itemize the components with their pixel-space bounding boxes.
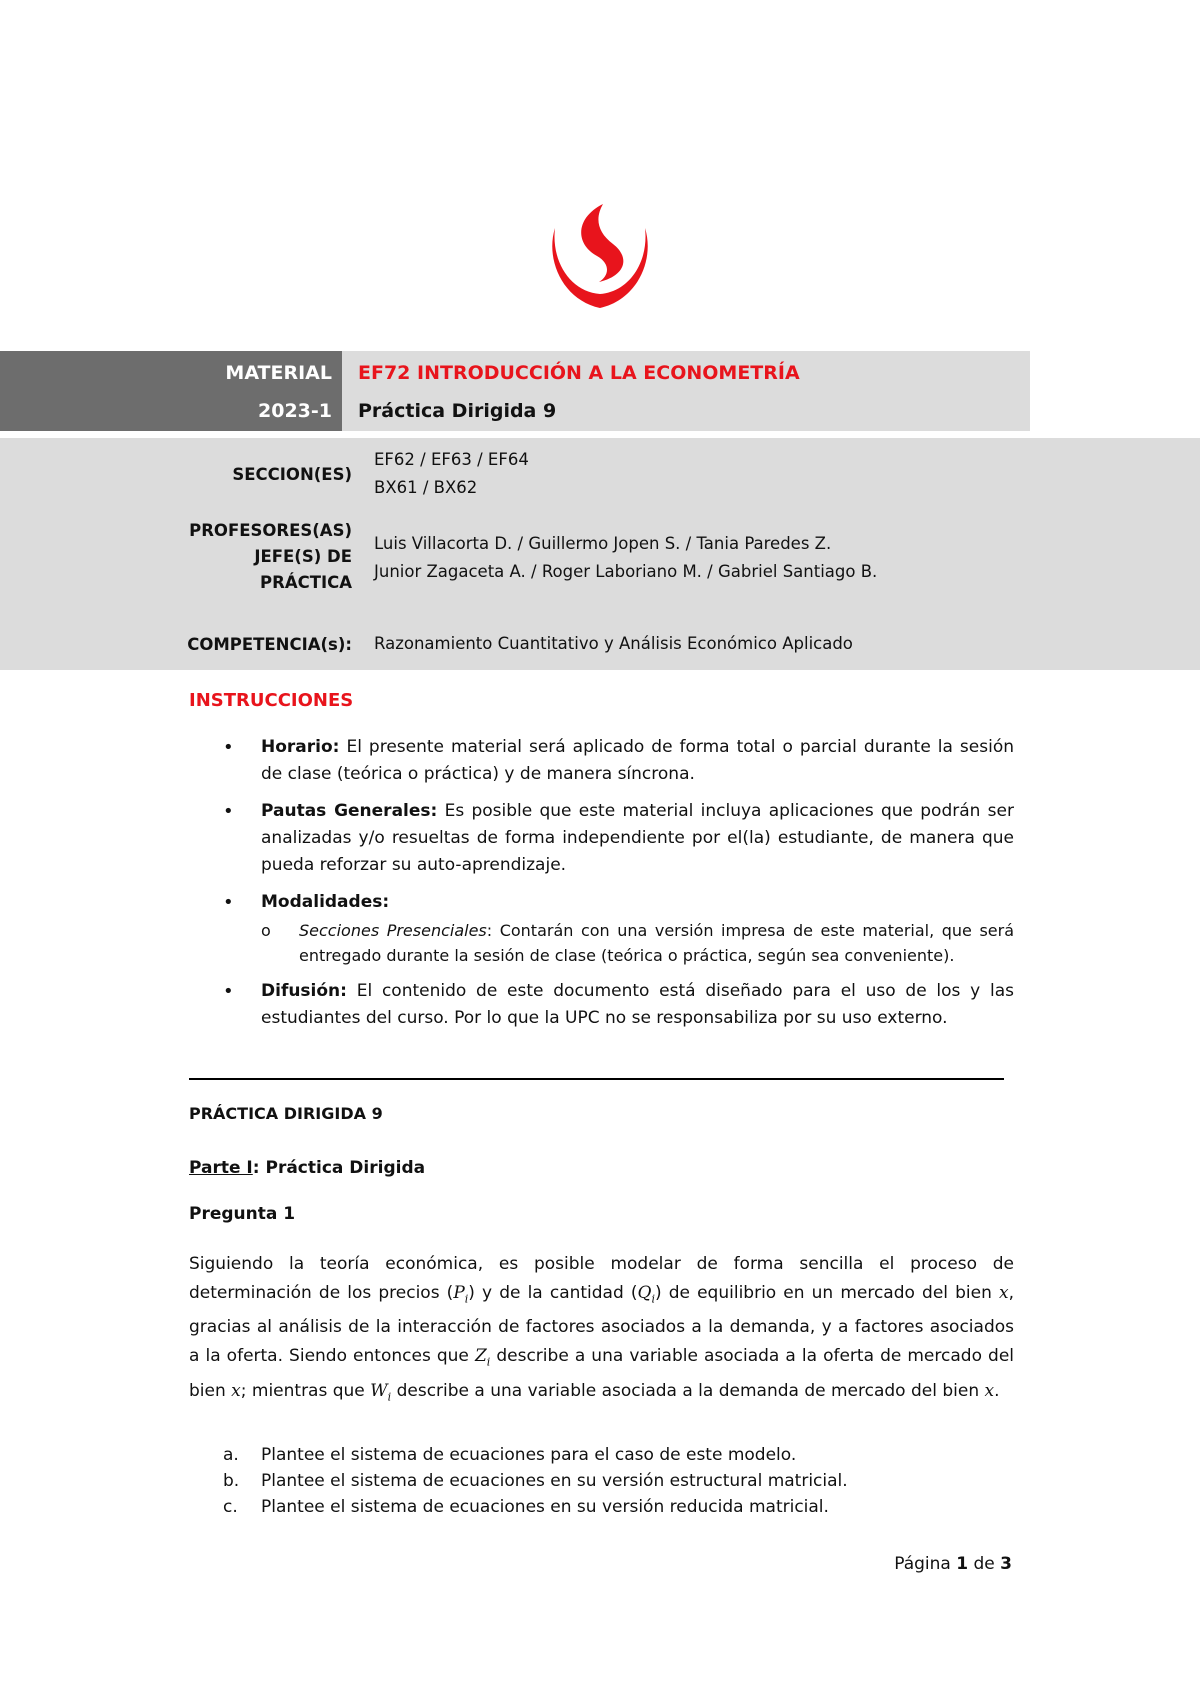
list-item: [189, 978, 1014, 1032]
item-text: Plantee el sistema de ecuaciones en su versión reducida matricial.: [261, 1497, 829, 1517]
item-text: Plantee el sistema de ecuaciones para el caso de este modelo.: [261, 1445, 797, 1465]
item-letter: c.: [223, 1497, 238, 1517]
sections-label: SECCION(ES): [232, 465, 352, 484]
of-word: de: [973, 1554, 995, 1574]
competence-value: Razonamiento Cuantitativo y Análisis Económico Aplicado: [374, 634, 853, 653]
presenciales-label: Secciones Presenciales: [299, 921, 487, 940]
list-item: [189, 798, 1014, 879]
competence-label: COMPETENCIA(s):: [187, 635, 352, 654]
difusion-label: Difusión:: [261, 981, 347, 1001]
horario-label: Horario:: [261, 737, 340, 757]
sub-bullet-marker: o: [261, 921, 271, 940]
bullet-icon: •: [223, 737, 234, 758]
info-block: [0, 438, 1200, 670]
symbol-p: P: [453, 1283, 465, 1303]
pautas-label: Pautas Generales:: [261, 801, 438, 821]
sections-line-2: BX61 / BX62: [374, 478, 478, 497]
page-word: Página: [894, 1554, 951, 1574]
list-item: [189, 1442, 1014, 1468]
part-title-underlined: Parte I: [189, 1158, 253, 1178]
horario-text: El presente material será aplicado de forma total o parcial durante la sesión de clase (teórica o práctica) y de manera síncrona.: [261, 737, 1014, 784]
bullet-icon: •: [223, 981, 234, 1002]
question-items: [189, 1442, 1014, 1520]
list-item: [189, 734, 1014, 788]
instructions-list: [189, 734, 1014, 1042]
professors-label: [0, 518, 352, 596]
symbol-x: x: [998, 1283, 1009, 1303]
material-key: MATERIAL: [225, 362, 332, 384]
sub-list-item: [261, 918, 1014, 968]
professors-label-line-2: JEFE(S) DE: [254, 547, 352, 566]
question-title: Pregunta 1: [189, 1204, 296, 1224]
presenciales-text: : Contarán con una versión impresa de este material, que será entregado durante la sesión de clase (teórica o práctica, según sea conveniente).: [299, 921, 1015, 965]
list-item: [189, 1468, 1014, 1494]
professors-line-1: Luis Villacorta D. / Guillermo Jopen S. / Tania Paredes Z.: [374, 534, 832, 553]
sections-value: [374, 446, 529, 502]
page-footer: [894, 1554, 1012, 1574]
course-title: EF72 INTRODUCCIÓN A LA ECONOMETRÍA: [358, 362, 800, 384]
modalidades-label: Modalidades:: [261, 892, 390, 912]
part-title-rest: : Práctica Dirigida: [252, 1158, 426, 1178]
section-divider: [189, 1078, 1004, 1080]
sections-line-1: EF62 / EF63 / EF64: [374, 450, 529, 469]
professors-label-line-1: PROFESORES(AS): [189, 521, 352, 540]
page-total: 3: [1000, 1554, 1012, 1574]
list-item: [189, 1494, 1014, 1520]
practice-heading: PRÁCTICA DIRIGIDA 9: [189, 1104, 383, 1123]
header-value-column: [342, 351, 1030, 431]
pautas-text: Es posible que este material incluya aplicaciones que podrán ser analizadas y/o resueltas de forma independiente por el(la) estudiante, de manera que pueda reforzar su auto-aprendizaje.: [261, 801, 1014, 875]
professors-line-2: Junior Zagaceta A. / Roger Laboriano M. / Gabriel Santiago B.: [374, 562, 878, 581]
practice-title: Práctica Dirigida 9: [358, 400, 557, 422]
item-text: Plantee el sistema de ecuaciones en su versión estructural matricial.: [261, 1471, 848, 1491]
bullet-icon: •: [223, 892, 234, 913]
symbol-w: W: [370, 1380, 388, 1401]
difusion-text: El contenido de este documento está diseñado para el uso de los y las estudiantes del curso. Por lo que la UPC no se responsabiliza por su uso externo.: [261, 981, 1014, 1028]
bullet-icon: •: [223, 801, 234, 822]
professors-value: [374, 530, 877, 586]
instructions-title: INSTRUCCIONES: [189, 690, 354, 711]
question-paragraph: Siguiendo la teoría económica, es posible modelar de forma sencilla el proceso de determinación de los precios $(P_i)$ y de la cantidad $(Q_i)$ de equilibrio en un mercado del bien x, gracias al análisis de la interacción de factores asociados a la demanda, y a factores asociados a la oferta. Siendo entonces que $Z_i$ describe a una variable asociada a la oferta de mercado del bien x; mientras que $W_i$ describe a una variable asociada a la demanda de mercado del bien x.: [189, 1254, 1014, 1404]
page-current: 1: [956, 1554, 969, 1574]
part-title: [189, 1158, 425, 1178]
upc-logo-icon: [545, 200, 655, 312]
header-key-column: [0, 351, 342, 431]
symbol-q: Q: [637, 1283, 652, 1303]
symbol-z: Z: [474, 1346, 487, 1367]
item-letter: a.: [223, 1445, 239, 1465]
item-letter: b.: [223, 1471, 240, 1491]
professors-label-line-3: PRÁCTICA: [260, 573, 352, 592]
list-item: [189, 889, 1014, 968]
term-key: 2023-1: [258, 400, 332, 422]
